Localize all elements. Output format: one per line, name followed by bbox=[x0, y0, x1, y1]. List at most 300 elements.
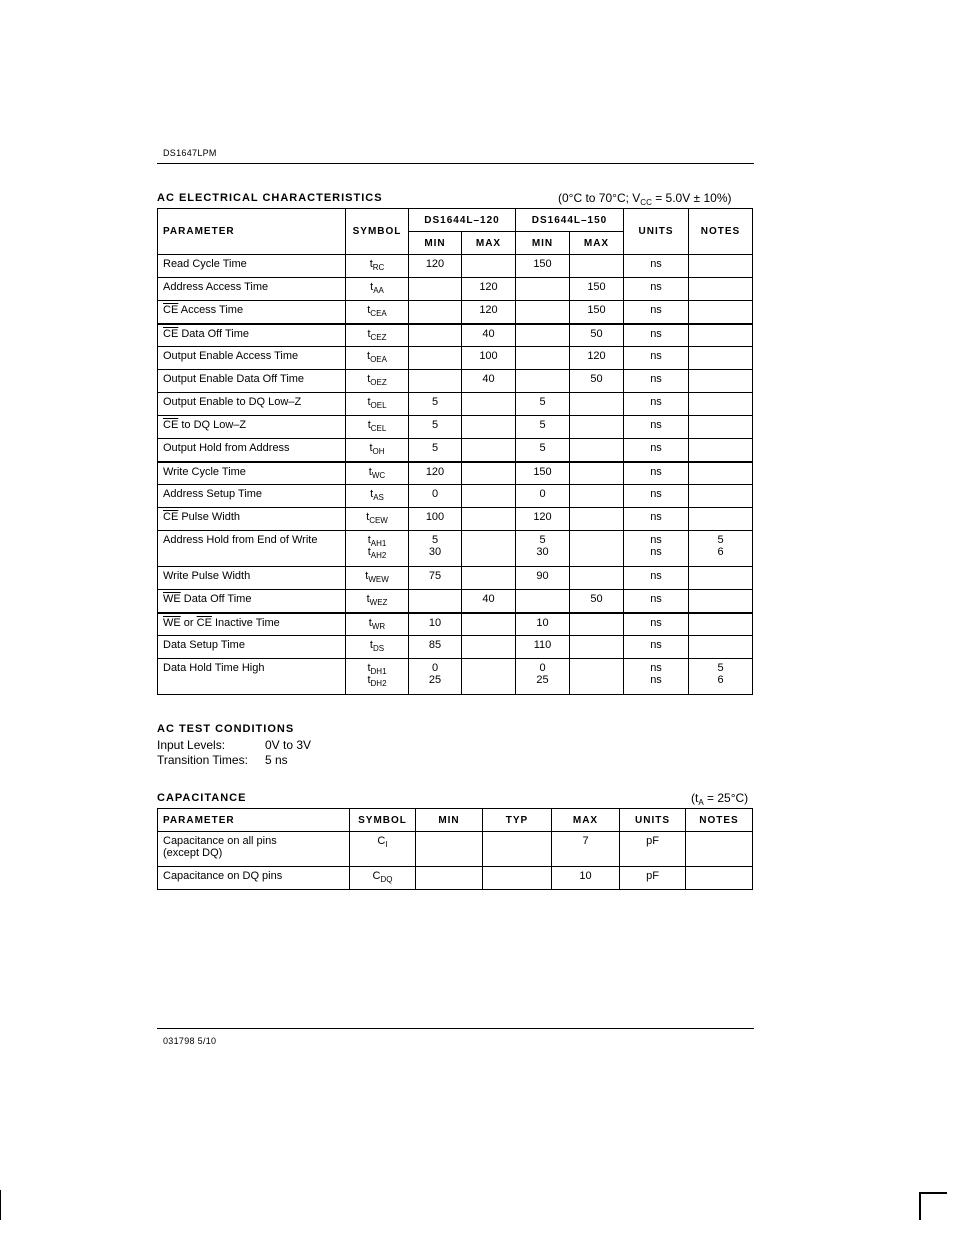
symbol-cell bbox=[350, 832, 416, 867]
transition-times-label: Transition Times: bbox=[157, 753, 248, 767]
value-cell bbox=[689, 324, 753, 347]
value-cell bbox=[686, 867, 753, 890]
cap-col-min: MIN bbox=[416, 809, 483, 832]
symbol-text: C bbox=[372, 870, 381, 882]
value-cell bbox=[570, 636, 624, 659]
symbol-subscript: CEL bbox=[370, 424, 387, 433]
symbol-text: t bbox=[368, 465, 372, 478]
param-text: Data Hold Time High bbox=[163, 662, 265, 674]
symbol-text: t bbox=[367, 373, 371, 385]
value-text: ns bbox=[650, 465, 662, 478]
param-text: Address Hold from End of Write bbox=[163, 534, 318, 546]
value-cell bbox=[516, 255, 570, 278]
param-cell bbox=[158, 832, 350, 867]
value-text: 5 bbox=[539, 396, 546, 408]
value-text: ns bbox=[650, 488, 662, 500]
param-text: Output Enable to DQ Low–Z bbox=[163, 396, 302, 408]
symbol-subscript: WEZ bbox=[369, 598, 388, 607]
value-cell bbox=[516, 301, 570, 324]
col-max-150: MAX bbox=[570, 232, 624, 255]
value-cell bbox=[516, 567, 570, 590]
param-text: Data Off Time bbox=[178, 327, 249, 340]
value-text: 150 bbox=[533, 465, 552, 478]
param-text: Output Hold from Address bbox=[163, 442, 290, 454]
col-max-120: MAX bbox=[462, 232, 516, 255]
value-cell bbox=[689, 301, 753, 324]
symbol-cell bbox=[346, 462, 409, 485]
table-row bbox=[158, 278, 753, 301]
table-row bbox=[158, 659, 753, 695]
value-cell bbox=[689, 613, 753, 636]
table-row bbox=[158, 867, 753, 890]
table-row bbox=[158, 508, 753, 531]
value-cell bbox=[624, 590, 689, 613]
cap-col-notes: NOTES bbox=[686, 809, 753, 832]
value-cell bbox=[689, 531, 753, 567]
symbol-cell bbox=[346, 416, 409, 439]
value-text: ns bbox=[650, 534, 662, 546]
symbol-cell bbox=[346, 531, 409, 567]
value-text: 5 bbox=[539, 419, 546, 431]
value-cell bbox=[689, 636, 753, 659]
symbol-text: C bbox=[377, 835, 386, 847]
value-text: 0 bbox=[539, 488, 546, 500]
value-text: 5 bbox=[431, 419, 439, 431]
param-cell bbox=[158, 659, 346, 695]
footer-date: 031798 5/10 bbox=[163, 1036, 217, 1046]
value-cell bbox=[570, 462, 624, 485]
table-row bbox=[158, 832, 753, 867]
symbol-cell bbox=[346, 590, 409, 613]
param-text: Data Setup Time bbox=[163, 639, 245, 651]
value-text: 150 bbox=[533, 258, 552, 270]
value-cell bbox=[570, 567, 624, 590]
value-cell bbox=[570, 347, 624, 370]
param-cell bbox=[158, 393, 346, 416]
param-text: (except DQ) bbox=[163, 847, 223, 859]
value-text: 120 bbox=[479, 281, 498, 293]
param-cell bbox=[158, 590, 346, 613]
symbol-subscript: I bbox=[385, 840, 388, 849]
capacitance-conditions: $(t_A = 25^\circ C)$ bbox=[691, 791, 749, 807]
value-cell bbox=[462, 255, 516, 278]
symbol-subscript: OEL bbox=[370, 401, 387, 410]
symbol-cell bbox=[346, 508, 409, 531]
value-cell bbox=[689, 485, 753, 508]
symbol-text: t bbox=[369, 639, 373, 651]
param-cell bbox=[158, 567, 346, 590]
param-cell bbox=[158, 439, 346, 462]
value-text: ns bbox=[650, 350, 662, 362]
value-text: 50 bbox=[590, 593, 603, 605]
value-cell bbox=[516, 393, 570, 416]
value-cell bbox=[624, 485, 689, 508]
symbol-subscript: DH2 bbox=[370, 679, 387, 688]
value-cell bbox=[462, 462, 516, 485]
value-cell bbox=[624, 531, 689, 567]
value-cell bbox=[462, 416, 516, 439]
table-row bbox=[158, 301, 753, 324]
value-text: 5 bbox=[431, 442, 439, 454]
value-text: 120 bbox=[425, 258, 445, 270]
param-text: Access Time bbox=[178, 304, 244, 316]
value-text: 50 bbox=[590, 373, 603, 385]
value-cell bbox=[570, 439, 624, 462]
cap-col-parameter: PARAMETER bbox=[158, 809, 350, 832]
value-cell bbox=[462, 508, 516, 531]
value-text: 0 bbox=[431, 488, 439, 500]
value-cell bbox=[462, 393, 516, 416]
value-cell bbox=[552, 832, 620, 867]
value-cell bbox=[516, 485, 570, 508]
table-row bbox=[158, 567, 753, 590]
symbol-text: t bbox=[367, 419, 371, 431]
value-cell bbox=[689, 590, 753, 613]
table-row bbox=[158, 347, 753, 370]
value-cell bbox=[462, 636, 516, 659]
param-cell bbox=[158, 485, 346, 508]
cap-col-units: UNITS bbox=[620, 809, 686, 832]
value-text: ns bbox=[650, 327, 662, 340]
symbol-text: t bbox=[367, 327, 371, 340]
value-text: 5 bbox=[539, 534, 546, 546]
col-units: UNITS bbox=[624, 209, 689, 255]
symbol-subscript: WR bbox=[371, 621, 386, 631]
param-text: Write Pulse Width bbox=[163, 570, 251, 582]
cap-col-typ: TYP bbox=[483, 809, 552, 832]
value-cell bbox=[624, 462, 689, 485]
col-min-150: MIN bbox=[516, 232, 570, 255]
value-cell bbox=[570, 255, 624, 278]
value-text: 5 bbox=[431, 396, 439, 408]
symbol-cell bbox=[346, 659, 409, 695]
value-cell bbox=[516, 278, 570, 301]
param-cell bbox=[158, 636, 346, 659]
value-text: 25 bbox=[536, 674, 549, 686]
param-cell bbox=[158, 508, 346, 531]
value-cell bbox=[689, 462, 753, 485]
value-text: ns bbox=[650, 304, 662, 316]
value-text: ns bbox=[650, 419, 662, 431]
table-row bbox=[158, 485, 753, 508]
value-cell bbox=[416, 832, 483, 867]
value-cell bbox=[624, 659, 689, 695]
param-text: to DQ Low–Z bbox=[178, 419, 247, 431]
symbol-subscript: WC bbox=[371, 470, 386, 480]
crop-mark-right-h bbox=[919, 1192, 947, 1194]
value-text: 5 bbox=[431, 534, 439, 546]
value-cell bbox=[516, 347, 570, 370]
value-cell bbox=[624, 393, 689, 416]
value-text: 120 bbox=[479, 304, 498, 316]
symbol-cell bbox=[346, 613, 409, 636]
value-cell bbox=[409, 590, 462, 613]
value-cell bbox=[462, 567, 516, 590]
param-text: Data Off Time bbox=[180, 593, 252, 605]
table-row bbox=[158, 255, 753, 278]
table-row bbox=[158, 393, 753, 416]
value-cell bbox=[516, 508, 570, 531]
value-cell bbox=[689, 278, 753, 301]
value-text: ns bbox=[650, 396, 662, 408]
value-cell bbox=[624, 613, 689, 636]
symbol-cell bbox=[346, 278, 409, 301]
param-text: Pulse Width bbox=[178, 511, 241, 523]
value-cell bbox=[570, 531, 624, 567]
symbol-subscript: OEZ bbox=[370, 378, 387, 387]
value-text: ns bbox=[650, 258, 662, 270]
value-cell bbox=[462, 278, 516, 301]
symbol-text: t bbox=[370, 488, 374, 500]
symbol-subscript: DS bbox=[372, 644, 385, 653]
ac-characteristics-table bbox=[157, 208, 753, 695]
value-cell bbox=[409, 347, 462, 370]
value-text: 6 bbox=[717, 546, 724, 558]
param-overline: $\overline{CE}$ bbox=[163, 419, 179, 431]
param-cell bbox=[158, 255, 346, 278]
value-cell bbox=[689, 393, 753, 416]
value-text: 75 bbox=[428, 570, 442, 582]
value-cell bbox=[624, 567, 689, 590]
value-cell bbox=[624, 370, 689, 393]
value-cell bbox=[552, 867, 620, 890]
col-group-150: DS1644L–150 bbox=[516, 209, 624, 232]
col-symbol: SYMBOL bbox=[346, 209, 409, 255]
value-text: 85 bbox=[428, 639, 442, 651]
value-cell bbox=[570, 485, 624, 508]
param-text: Inactive Time bbox=[211, 616, 280, 629]
value-text: 120 bbox=[587, 350, 606, 362]
value-cell bbox=[409, 324, 462, 347]
table-row bbox=[158, 462, 753, 485]
value-cell bbox=[516, 659, 570, 695]
value-cell bbox=[409, 531, 462, 567]
value-cell bbox=[409, 613, 462, 636]
cap-col-max: MAX bbox=[552, 809, 620, 832]
symbol-cell bbox=[346, 255, 409, 278]
value-text: 40 bbox=[482, 327, 495, 340]
value-text: 90 bbox=[536, 570, 549, 582]
crop-mark-left bbox=[0, 1190, 1, 1220]
value-cell bbox=[689, 508, 753, 531]
symbol-subscript: DH1 bbox=[370, 667, 387, 676]
input-levels-value: 0V to 3V bbox=[265, 738, 312, 752]
param-text: Write Cycle Time bbox=[163, 465, 246, 478]
transition-times-value: 5 ns bbox=[265, 753, 288, 767]
value-cell bbox=[409, 567, 462, 590]
col-group-120: DS1644L–120 bbox=[409, 209, 516, 232]
param-text: Read Cycle Time bbox=[163, 258, 247, 270]
value-cell bbox=[689, 416, 753, 439]
value-text: 150 bbox=[587, 281, 606, 293]
value-text: pF bbox=[646, 835, 659, 847]
param-text: Output Enable Data Off Time bbox=[163, 373, 305, 385]
param-overline: $\overline{WE}$ bbox=[163, 593, 181, 605]
value-cell bbox=[624, 636, 689, 659]
value-text: 5 bbox=[717, 534, 724, 546]
value-cell bbox=[462, 613, 516, 636]
footer-rule bbox=[157, 1028, 754, 1029]
value-text: 100 bbox=[425, 511, 445, 523]
symbol-text: t bbox=[366, 593, 370, 605]
value-cell bbox=[624, 439, 689, 462]
value-cell bbox=[416, 867, 483, 890]
value-cell bbox=[689, 659, 753, 695]
symbol-cell bbox=[346, 347, 409, 370]
symbol-subscript: AH2 bbox=[370, 551, 387, 560]
symbol-text: t bbox=[369, 442, 373, 454]
param-cell bbox=[158, 613, 346, 636]
value-cell bbox=[462, 347, 516, 370]
param-cell bbox=[158, 347, 346, 370]
value-text: 30 bbox=[536, 546, 549, 558]
param-text: Output Enable Access Time bbox=[163, 350, 299, 362]
symbol-subscript: OH bbox=[372, 447, 385, 456]
value-cell bbox=[620, 832, 686, 867]
value-cell bbox=[624, 255, 689, 278]
value-cell bbox=[689, 439, 753, 462]
value-text: 5 bbox=[717, 662, 724, 674]
value-cell bbox=[483, 867, 552, 890]
value-text: ns bbox=[650, 674, 662, 686]
value-cell bbox=[570, 613, 624, 636]
symbol-cell bbox=[346, 393, 409, 416]
value-text: ns bbox=[650, 281, 662, 293]
param-text: Address Setup Time bbox=[163, 488, 263, 500]
value-text: ns bbox=[650, 570, 662, 582]
value-cell bbox=[624, 416, 689, 439]
value-cell bbox=[570, 416, 624, 439]
ac-conditions: (0°C to 70°C; $V_{CC} = 5.0V \pm 10\%$) bbox=[558, 191, 732, 207]
symbol-cell bbox=[346, 636, 409, 659]
value-text: 50 bbox=[590, 327, 603, 340]
value-text: ns bbox=[650, 616, 662, 629]
value-text: ns bbox=[650, 442, 662, 454]
value-text: ns bbox=[650, 373, 662, 385]
value-cell bbox=[409, 439, 462, 462]
value-cell bbox=[516, 324, 570, 347]
param-text: or bbox=[180, 616, 197, 629]
value-text: 120 bbox=[425, 465, 445, 478]
param-overline: $\overline{CE}$ bbox=[163, 304, 179, 316]
table-row bbox=[158, 370, 753, 393]
param-overline: $\overline{WE}$ bbox=[163, 616, 181, 629]
value-cell bbox=[462, 531, 516, 567]
symbol-subscript: AA bbox=[373, 286, 384, 295]
param-cell bbox=[158, 324, 346, 347]
value-cell bbox=[689, 255, 753, 278]
value-cell bbox=[462, 439, 516, 462]
value-cell bbox=[409, 370, 462, 393]
symbol-subscript: CEW bbox=[369, 516, 388, 525]
value-text: 6 bbox=[717, 674, 724, 686]
value-cell bbox=[624, 324, 689, 347]
symbol-cell bbox=[346, 301, 409, 324]
value-cell bbox=[462, 301, 516, 324]
value-cell bbox=[516, 370, 570, 393]
value-cell bbox=[516, 613, 570, 636]
value-text: ns bbox=[650, 511, 662, 523]
symbol-text: t bbox=[368, 616, 372, 629]
value-cell bbox=[570, 590, 624, 613]
col-parameter: PARAMETER bbox=[158, 209, 346, 255]
value-cell bbox=[409, 255, 462, 278]
header-rule bbox=[157, 163, 754, 164]
value-cell bbox=[409, 462, 462, 485]
value-cell bbox=[516, 439, 570, 462]
col-notes: NOTES bbox=[689, 209, 753, 255]
symbol-subscript: WEW bbox=[368, 575, 389, 584]
value-text: 100 bbox=[479, 350, 498, 362]
value-cell bbox=[409, 416, 462, 439]
value-cell bbox=[620, 867, 686, 890]
value-text: 0 bbox=[539, 662, 546, 674]
value-cell bbox=[409, 393, 462, 416]
symbol-text: t bbox=[367, 396, 371, 408]
table-row bbox=[158, 590, 753, 613]
symbol-text: t bbox=[367, 304, 371, 316]
value-cell bbox=[570, 659, 624, 695]
table-row bbox=[158, 324, 753, 347]
value-cell bbox=[570, 370, 624, 393]
input-levels-label: Input Levels: bbox=[157, 738, 226, 752]
value-text: 25 bbox=[428, 674, 442, 686]
symbol-subscript: OEA bbox=[370, 355, 387, 364]
symbol-subscript: AS bbox=[373, 493, 384, 502]
symbol-text: t bbox=[367, 662, 371, 674]
value-cell bbox=[570, 324, 624, 347]
value-cell bbox=[516, 590, 570, 613]
table-row bbox=[158, 636, 753, 659]
value-text: 30 bbox=[428, 546, 442, 558]
value-text: 40 bbox=[482, 373, 495, 385]
value-text: 0 bbox=[431, 662, 439, 674]
value-text: 110 bbox=[533, 639, 552, 651]
table-row bbox=[158, 613, 753, 636]
value-text: 10 bbox=[428, 616, 442, 629]
ac-section-title: AC ELECTRICAL CHARACTERISTICS bbox=[157, 192, 383, 204]
symbol-cell bbox=[346, 370, 409, 393]
value-text: ns bbox=[650, 662, 662, 674]
value-cell bbox=[462, 659, 516, 695]
value-cell bbox=[624, 508, 689, 531]
value-cell bbox=[570, 301, 624, 324]
symbol-subscript: RC bbox=[372, 263, 385, 272]
value-cell bbox=[516, 636, 570, 659]
symbol-text: t bbox=[367, 546, 371, 558]
symbol-text: t bbox=[370, 281, 374, 293]
param-text: Capacitance on DQ pins bbox=[163, 870, 283, 882]
value-cell bbox=[516, 531, 570, 567]
value-cell bbox=[409, 278, 462, 301]
param-cell bbox=[158, 462, 346, 485]
value-cell bbox=[570, 393, 624, 416]
param-overline: $\overline{CE}$ bbox=[196, 616, 212, 629]
value-cell bbox=[462, 370, 516, 393]
symbol-text: t bbox=[365, 570, 369, 582]
param-overline: $\overline{CE}$ bbox=[163, 327, 179, 340]
symbol-subscript: CEA bbox=[370, 309, 387, 318]
symbol-text: t bbox=[366, 511, 370, 523]
symbol-text: t bbox=[367, 674, 371, 686]
value-text: 10 bbox=[579, 870, 592, 882]
value-cell bbox=[409, 301, 462, 324]
value-cell bbox=[409, 508, 462, 531]
capacitance-table bbox=[157, 808, 753, 890]
symbol-subscript: AH1 bbox=[370, 539, 387, 548]
value-cell bbox=[462, 485, 516, 508]
value-cell bbox=[686, 832, 753, 867]
